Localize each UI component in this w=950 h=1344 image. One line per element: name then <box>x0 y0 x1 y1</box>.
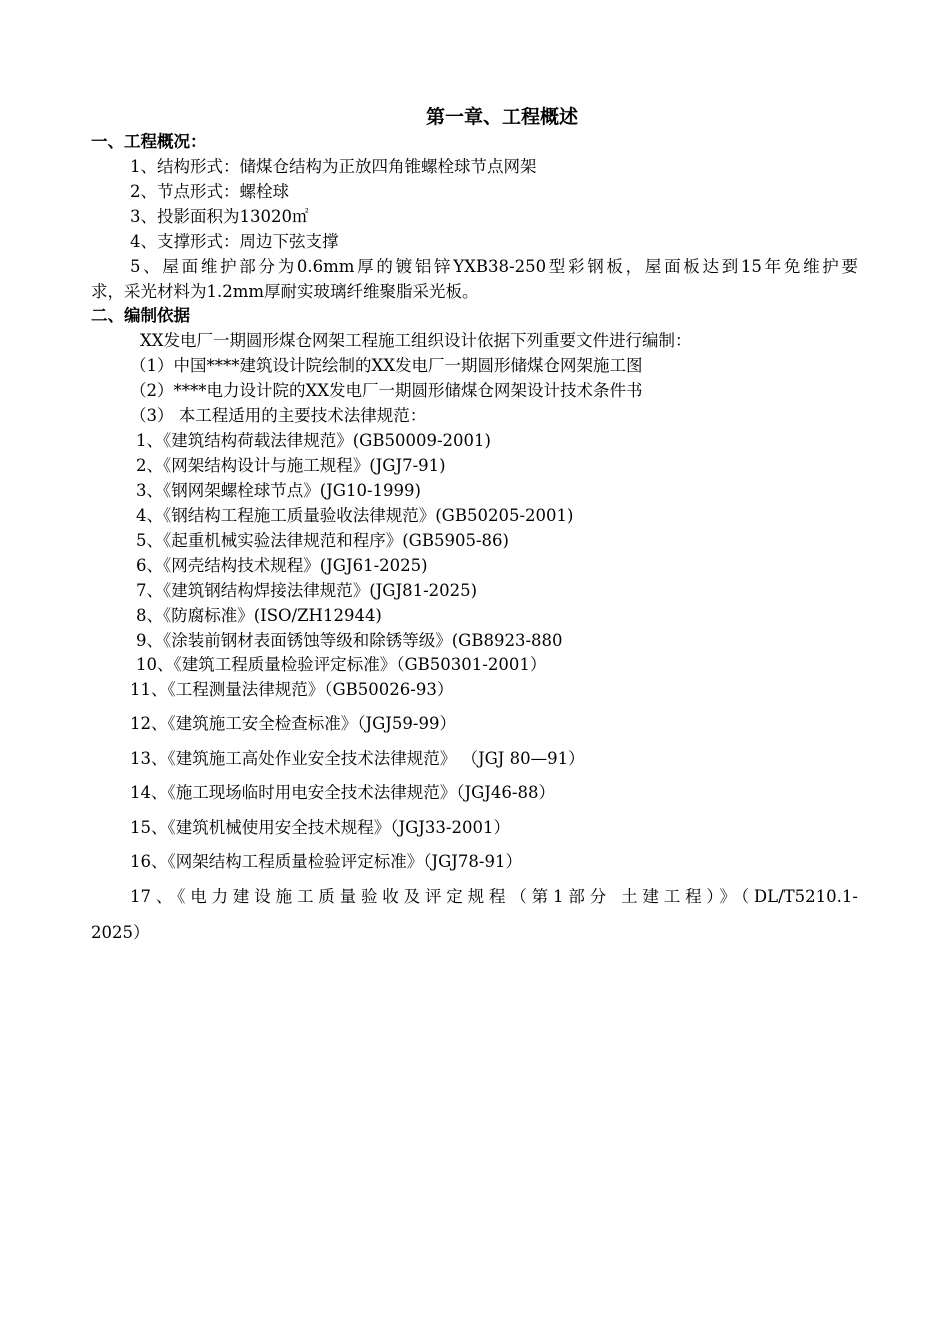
standard-item: 4、《钢结构工程施工质量验收法律规范》(GB50205-2001) <box>136 506 574 525</box>
basis-document: （3） 本工程适用的主要技术法律规范： <box>130 406 427 425</box>
standard-item: 1、《建筑结构荷载法律规范》(GB50009-2001) <box>136 431 491 450</box>
standard-item: 16、《网架结构工程质量检验评定标准》（JGJ78-91） <box>130 852 522 871</box>
basis-intro: XX发电厂一期圆形煤仓网架工程施工组织设计依据下列重要文件进行编制： <box>140 331 692 350</box>
standard-item: 7、《建筑钢结构焊接法律规范》(JGJ81-2025) <box>136 581 478 600</box>
standard-item: 11、《工程测量法律规范》（GB50026-93） <box>130 680 454 699</box>
chapter-title: 第一章、工程概述 <box>425 106 578 128</box>
overview-item-continued: 求，采光材料为1.2mm厚耐实玻璃纤维聚脂采光板。 <box>91 282 479 301</box>
section-heading-overview: 一、工程概况： <box>91 132 207 151</box>
standard-item: 8、《防腐标准》(ISO/ZH12944) <box>136 606 382 625</box>
standard-item: 2、《网架结构设计与施工规程》(JGJ7-91) <box>136 456 446 475</box>
overview-item: 5、屋面维护部分为0.6mm厚的镀铝锌YXB38-250型彩钢板，屋面板达到15年免维护要 <box>130 257 858 276</box>
standard-item: 10、《建筑工程质量检验评定标准》（GB50301-2001） <box>136 655 547 674</box>
standard-item: 5、《起重机械实验法律规范和程序》(GB5905-86) <box>136 531 509 550</box>
standard-item-continued: 2025） <box>91 923 150 942</box>
standard-item: 15、《建筑机械使用安全技术规程》（JGJ33-2001） <box>130 818 510 837</box>
standard-item: 13、《建筑施工高处作业安全技术法律规范》 （JGJ 80—91） <box>130 749 585 768</box>
overview-item: 1、结构形式：储煤仓结构为正放四角锥螺栓球节点网架 <box>130 157 537 176</box>
standard-item: 9、《涂装前钢材表面锈蚀等级和除锈等级》(GB8923-880 <box>136 631 563 650</box>
basis-document: （2）****电力设计院的XX发电厂一期圆形储煤仓网架设计技术条件书 <box>130 381 643 400</box>
overview-item: 4、支撑形式：周边下弦支撑 <box>130 232 339 251</box>
standard-item: 14、《施工现场临时用电安全技术法律规范》（JGJ46-88） <box>130 783 555 802</box>
overview-item: 2、节点形式：螺栓球 <box>130 182 289 201</box>
basis-document: （1）中国****建筑设计院绘制的XX发电厂一期圆形储煤仓网架施工图 <box>130 356 643 375</box>
standard-item: 12、《建筑施工安全检查标准》（JGJ59-99） <box>130 714 456 733</box>
standard-item: 17、《电力建设施工质量验收及评定规程（第1部分 土建工程）》（DL/T5210.1- <box>130 887 858 906</box>
standard-item: 3、《钢网架螺栓球节点》(JG10-1999) <box>136 481 421 500</box>
overview-item: 3、投影面积为13020㎡ <box>130 207 309 226</box>
section-heading-basis: 二、编制依据 <box>91 306 190 325</box>
standard-item: 6、《网壳结构技术规程》(JGJ61-2025) <box>136 556 428 575</box>
